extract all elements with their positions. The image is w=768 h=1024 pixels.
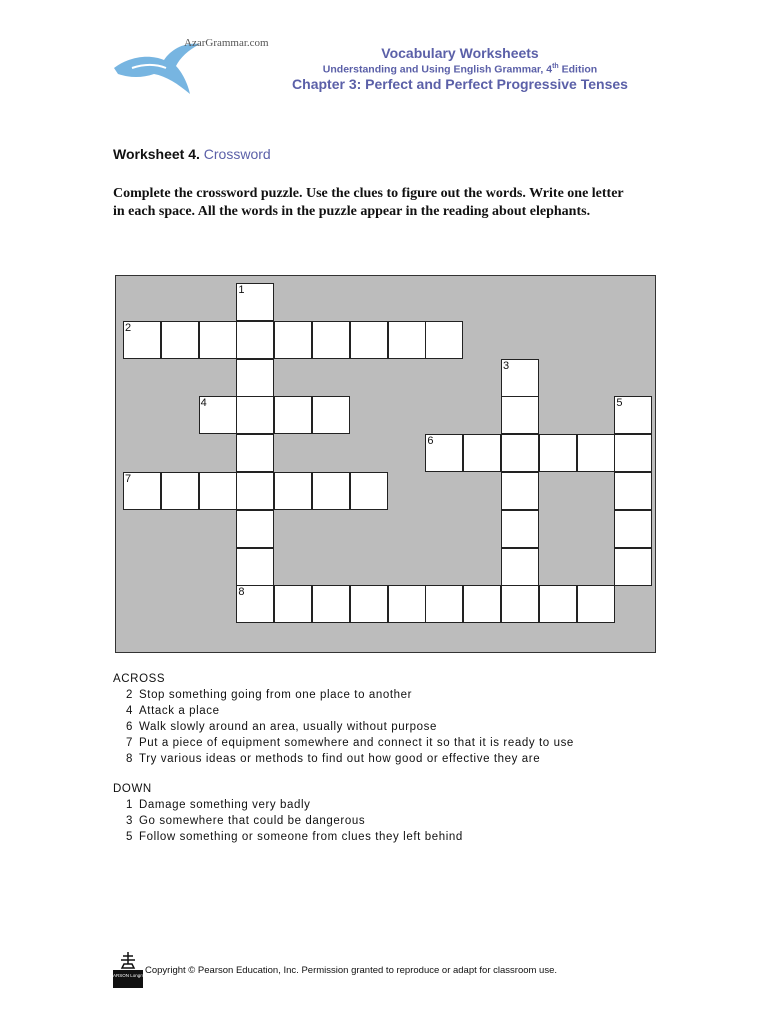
- crossword-cell[interactable]: [312, 321, 350, 359]
- crossword-cell[interactable]: [501, 548, 539, 586]
- clue-number: 4: [200, 397, 207, 410]
- crossword-cell[interactable]: [614, 548, 652, 586]
- clue-item-text: Try various ideas or methods to find out how good or effective they are: [139, 753, 541, 765]
- crossword-cell[interactable]: [388, 321, 426, 359]
- crossword-cell[interactable]: [614, 472, 652, 510]
- clue-item: [113, 829, 463, 845]
- clue-item-text: Put a piece of equipment somewhere and connect it so that it is ready to use: [139, 737, 574, 749]
- across-heading: ACROSS: [113, 673, 166, 685]
- crossword-cell[interactable]: [350, 472, 388, 510]
- crossword-cell[interactable]: [236, 585, 274, 623]
- crossword-cell[interactable]: [123, 472, 161, 510]
- crossword-cell[interactable]: [236, 396, 274, 434]
- crossword-cell[interactable]: [199, 472, 237, 510]
- crossword-cell[interactable]: [236, 548, 274, 586]
- crossword-cell[interactable]: [614, 510, 652, 548]
- crossword-cell[interactable]: [388, 585, 426, 623]
- crossword-cell[interactable]: [274, 472, 312, 510]
- worksheet-title: [113, 146, 271, 162]
- clue-number: 6: [427, 435, 434, 448]
- clue-item-text: Damage something very badly: [139, 799, 311, 811]
- crossword-cell[interactable]: [614, 396, 652, 434]
- down-heading: DOWN: [113, 783, 152, 795]
- across-clues: [113, 671, 574, 767]
- clue-number: 5: [616, 397, 623, 410]
- instructions: Complete the crossword puzzle. Use the clues to figure out the words. Write one letter in each space. All the words in the puzzle appear in the reading about elephants.: [113, 186, 624, 219]
- crossword-cell[interactable]: [236, 283, 274, 321]
- clue-number: 2: [125, 321, 132, 334]
- crossword-cell[interactable]: [161, 472, 199, 510]
- clue-item-number: 4: [126, 705, 133, 717]
- worksheet-name: Crossword: [203, 146, 271, 162]
- crossword-cell[interactable]: [577, 585, 615, 623]
- crossword-cell[interactable]: [350, 321, 388, 359]
- header-title: Vocabulary Worksheets: [381, 45, 539, 61]
- crossword-cell[interactable]: [425, 321, 463, 359]
- crossword-cell[interactable]: [501, 359, 539, 397]
- crossword-cell[interactable]: [236, 434, 274, 472]
- crossword-cell[interactable]: [274, 321, 312, 359]
- crossword-cell[interactable]: [236, 472, 274, 510]
- crossword-cell[interactable]: [577, 434, 615, 472]
- copyright-notice: Copyright © Pearson Education, Inc. Permission granted to reproduce or adapt for classroom use.: [145, 965, 558, 976]
- clue-item-text: Walk slowly around an area, usually without purpose: [139, 721, 438, 733]
- crossword-cell[interactable]: [236, 321, 274, 359]
- clue-item-number: 5: [126, 831, 133, 843]
- crossword-cell[interactable]: [274, 585, 312, 623]
- clue-item-text: Stop something going from one place to another: [139, 689, 413, 701]
- crossword-cell[interactable]: [350, 585, 388, 623]
- crossword-cell[interactable]: [539, 434, 577, 472]
- clue-item-number: 8: [126, 753, 133, 765]
- crossword-cell[interactable]: [501, 510, 539, 548]
- crossword-cell[interactable]: [463, 434, 501, 472]
- crossword-cell[interactable]: [539, 585, 577, 623]
- crossword-cell[interactable]: [463, 585, 501, 623]
- clue-item: [113, 797, 463, 813]
- clue-item: [113, 687, 574, 703]
- crossword-cell[interactable]: [274, 396, 312, 434]
- crossword-cell[interactable]: [199, 321, 237, 359]
- clue-number: 3: [503, 359, 510, 372]
- clue-item-number: 1: [126, 799, 133, 811]
- crossword-cell[interactable]: [236, 510, 274, 548]
- clue-item-number: 7: [126, 737, 133, 749]
- clue-item-text: Follow something or someone from clues they left behind: [139, 831, 463, 843]
- pearson-longman-logo: [106, 950, 150, 988]
- svg-text:PEARSON Longman: PEARSON Longman: [106, 973, 150, 978]
- crossword-cell[interactable]: [236, 359, 274, 397]
- clue-item: [113, 703, 574, 719]
- crossword-cell[interactable]: [501, 472, 539, 510]
- clue-item-number: 2: [126, 689, 133, 701]
- clue-item-text: Attack a place: [139, 705, 220, 717]
- crossword-cell[interactable]: [614, 434, 652, 472]
- worksheet-label: Worksheet 4.: [113, 146, 200, 162]
- clue-item-number: 3: [126, 815, 133, 827]
- crossword-grid: [115, 275, 656, 653]
- crossword-cell[interactable]: [312, 472, 350, 510]
- down-clues: [113, 781, 463, 845]
- clue-number: 1: [238, 284, 245, 296]
- clue-item: [113, 735, 574, 751]
- crossword-cell[interactable]: [425, 585, 463, 623]
- clue-item-text: Go somewhere that could be dangerous: [139, 815, 366, 827]
- crossword-cell[interactable]: [501, 585, 539, 623]
- crossword-cell[interactable]: [425, 434, 463, 472]
- clue-item: [113, 813, 463, 829]
- chapter-title: Chapter 3: Perfect and Perfect Progressive Tenses: [292, 76, 628, 92]
- clue-number: 7: [125, 473, 132, 485]
- crossword-cell[interactable]: [199, 396, 237, 434]
- clue-item: [113, 751, 574, 767]
- crossword-cell[interactable]: [501, 434, 539, 472]
- clue-number: 8: [238, 586, 245, 599]
- crossword-cell[interactable]: [312, 585, 350, 623]
- header-subtitle: Understanding and Using English Grammar, 4th Edition: [322, 63, 598, 76]
- crossword-cell[interactable]: [161, 321, 199, 359]
- clue-item: [113, 719, 574, 735]
- clue-item-number: 6: [126, 721, 133, 733]
- logo-text: AzarGrammar.com: [184, 37, 269, 49]
- crossword-cell[interactable]: [123, 321, 161, 359]
- crossword-cell[interactable]: [312, 396, 350, 434]
- crossword-cell[interactable]: [501, 396, 539, 434]
